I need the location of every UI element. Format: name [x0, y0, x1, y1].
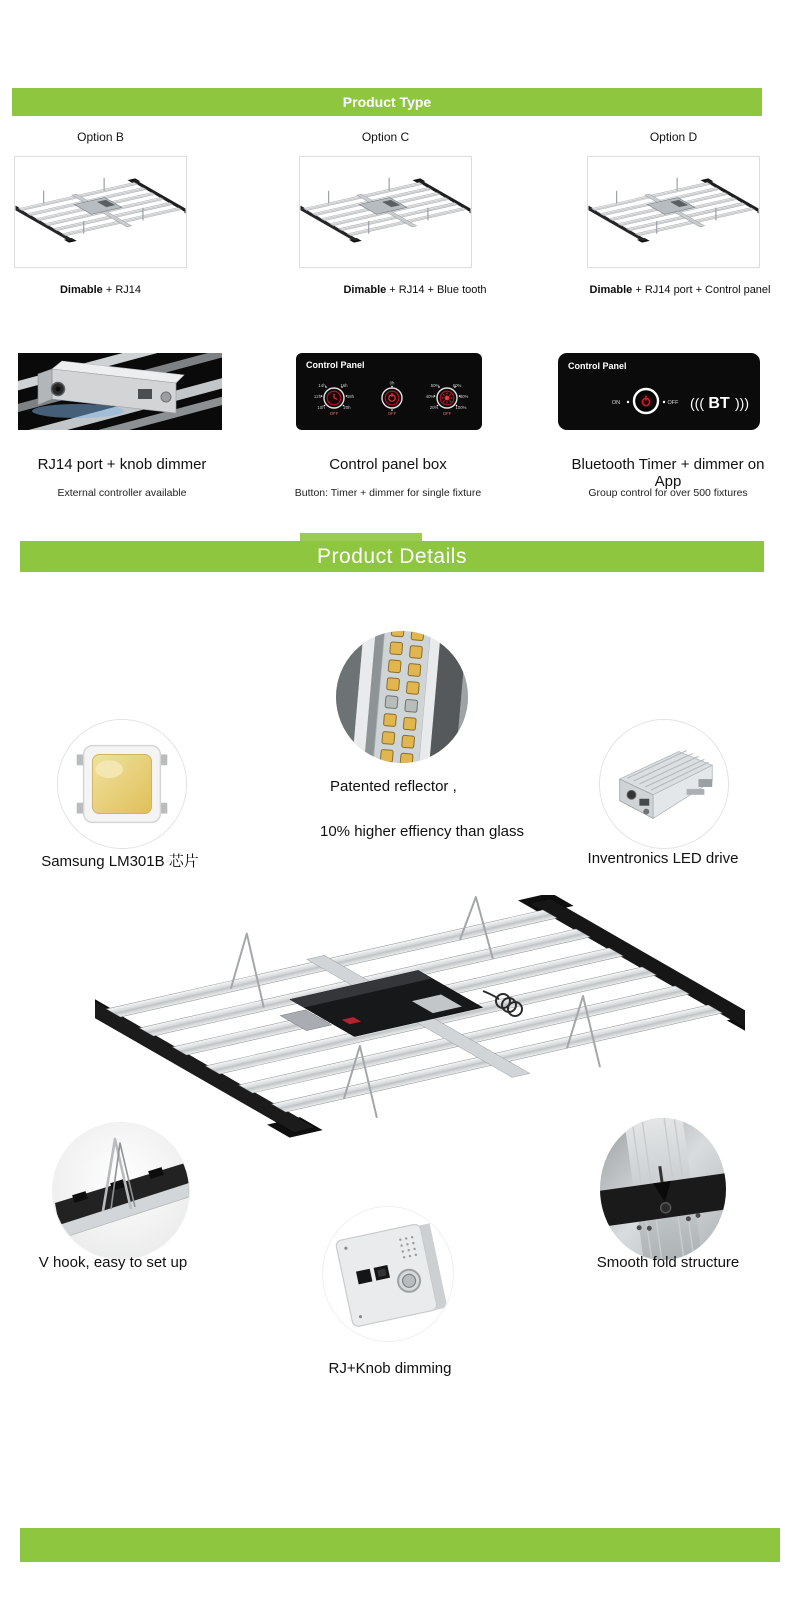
main-fixture-art [95, 895, 745, 1150]
power-label-0h: 0h [389, 380, 395, 386]
samsung-chip-photo [57, 719, 187, 849]
option-d-label: Option D [649, 130, 698, 144]
timer-label-18h: 18h [346, 394, 355, 399]
dim-label-20: 20% [429, 405, 439, 410]
fold-structure-photo [600, 1118, 726, 1260]
control-panel-dials-art [296, 353, 482, 430]
option-b-caption [4, 284, 197, 298]
reflector-caption-line2: 10% higher effiency than glass [320, 823, 525, 840]
v-hook-photo [52, 1122, 190, 1260]
samsung-chip-art [58, 720, 186, 848]
bluetooth-control-panel-art [558, 353, 760, 430]
dim-label-60: 60% [452, 383, 462, 388]
timer-label-16h: 16h [340, 383, 348, 388]
timer-label-20h: 20h [343, 405, 351, 410]
option-c-caption-bold: Dimable [343, 284, 387, 296]
reflector-photo [336, 631, 468, 763]
dim-label-80: 80% [459, 394, 469, 399]
dimmer-dial-icon [426, 383, 469, 416]
product-type-title: Product Type [342, 94, 432, 110]
timer-label-14h: 14h [318, 383, 326, 388]
led-fixture-illustration [15, 157, 186, 267]
timer-dial-icon [314, 383, 355, 416]
product-details-banner [20, 541, 764, 572]
timer-label-12h: 12h [313, 394, 322, 399]
led-fixture-illustration [588, 157, 759, 267]
product-details-title: Product Details [317, 545, 467, 568]
panel-box-title: Control panel box [329, 456, 447, 473]
off-label: OFF [667, 400, 679, 406]
dim-label-off: OFF [442, 411, 452, 416]
option-d-caption-rest: + RJ14 port + Control panel [632, 284, 771, 296]
option-d-image [587, 156, 760, 268]
option-c-image [299, 156, 472, 268]
on-label: ON [611, 400, 621, 406]
dim-label-40: 40% [425, 394, 435, 399]
rj14-knob-photo-art [18, 353, 222, 430]
bluetooth-subtitle: Group control for over 500 fixtures [588, 487, 748, 499]
product-type-banner [12, 88, 762, 116]
option-b-caption-rest: + RJ14 [102, 284, 141, 296]
power-dial-icon [382, 381, 402, 417]
dim-label-100: 100% [455, 405, 467, 410]
fold-structure-art [600, 1118, 726, 1260]
bottom-accent-bar [20, 1528, 780, 1562]
samsung-chip-caption: Samsung LM301B 芯片 [41, 853, 199, 870]
main-fixture-photo [95, 895, 745, 1150]
panel-box-subtitle: Button: Timer + dimmer for single fixture [294, 487, 482, 499]
rj14-knob-photo [18, 353, 222, 430]
option-c-caption [310, 284, 520, 298]
v-hook-caption: V hook, easy to set up [38, 1254, 188, 1271]
off-dot [663, 401, 665, 403]
led-driver-photo [599, 719, 729, 849]
rj-knob-art [323, 1207, 453, 1341]
control-panel-dials [296, 353, 482, 430]
on-dot [627, 401, 629, 403]
option-c-label: Option C [361, 130, 410, 144]
power-label-off: OFF [387, 411, 397, 416]
option-b-label: Option B [77, 130, 124, 144]
option-c-caption-rest: + RJ14 + Blue tooth [386, 284, 487, 296]
dim-label-50: 50% [430, 383, 440, 388]
led-fixture-illustration [300, 157, 471, 267]
rj-knob-caption: RJ+Knob dimming [328, 1360, 452, 1377]
timer-label-10h: 10h [317, 405, 325, 410]
control-panel-label: Control Panel [306, 360, 365, 370]
option-d-caption [577, 284, 783, 298]
bt-waves-left: ((( [690, 395, 704, 411]
led-driver-caption: Inventronics LED drive [587, 850, 739, 867]
option-d-caption-bold: Dimable [589, 284, 633, 296]
option-b-image [14, 156, 187, 268]
power-button-icon [634, 389, 658, 413]
bluetooth-title: Bluetooth Timer + dimmer on App [571, 456, 765, 490]
fold-structure-caption: Smooth fold structure [596, 1254, 740, 1271]
control-panel-label: Control Panel [568, 361, 627, 371]
rj14-title: RJ14 port + knob dimmer [37, 456, 207, 473]
bt-waves-right: ))) [735, 395, 749, 411]
bluetooth-control-panel [558, 353, 760, 430]
option-b-caption-bold: Dimable [59, 284, 103, 296]
v-hook-art [53, 1123, 189, 1259]
rj-knob-photo [322, 1206, 454, 1342]
bt-label: BT [708, 395, 730, 412]
reflector-photo-art [336, 631, 468, 763]
rj14-subtitle: External controller available [57, 487, 187, 499]
reflector-caption-line1: Patented reflector , [330, 778, 457, 795]
timer-label-off: OFF [329, 411, 339, 416]
led-driver-art [600, 720, 728, 848]
